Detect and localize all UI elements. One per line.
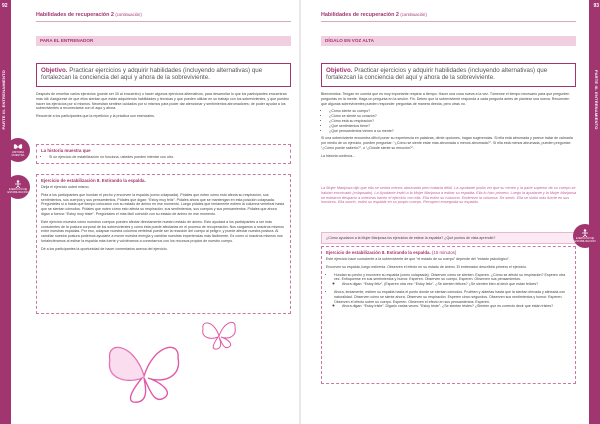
sidebar-label: PARTE III. ENTRENAMIENTO xyxy=(594,70,599,130)
header-rule xyxy=(321,21,576,22)
header-title: Habilidades de recuperación 2 xyxy=(36,12,114,18)
question-item: • ¿Cómo siente su cuerpo? xyxy=(329,109,576,114)
figure-icon xyxy=(13,180,23,188)
exercise-p2: Encorven su espalda, luego estírenla. Observen el efecto en su estado de ánimo. El entrenador describirá primero el ejercicio. xyxy=(326,264,527,269)
exercise-steps xyxy=(326,273,571,310)
section-band: DÍGALO EN VOZ ALTA xyxy=(321,36,576,46)
exercise-badge-label: EJERCICIO DE ESTABILIZACIÓN xyxy=(574,237,596,243)
step-text: Hundan su pecho y encorven su espalda (como colapsada). Observen cómo se sienten. Esperen. ¿Cómo se afectó su respiración? Esperen otra vez. Enfóquense en sus sentimientos y humor. Esperen. Observen su cuerpo. Esperen. Observen sus pensamientos. xyxy=(334,272,566,282)
question-list xyxy=(321,109,576,133)
reflection-question: ¿Cómo ayudaron a la Mujer Mariposa los ejercicios de estirar la espalda? ¿Qué puntos de vista aprendió? xyxy=(326,236,496,240)
page-header xyxy=(321,12,427,18)
objective-label: Objetivo. xyxy=(41,67,68,74)
header-rule xyxy=(36,21,291,22)
exercise-p1: Este ejercicio hace consciente a la sobreviviente de que “el estado de su cuerpo” depende del “estado psicológico”. xyxy=(326,257,510,261)
story-badge-label: HISTORIA MUESTRA xyxy=(11,151,25,157)
step-text: Ahora, lentamente, estiren su espalda hasta el punto donde se sientan cómodos. Pruében y abiertas hasta que la sientan elevada y alineada con naturalidad. Observen cómo se siente ahora. Observen su respiración. Esperen cinco segundos. Observen sus sentimientos y humor. Esperen. Observen el efecto sobre su cuerpo. Esperen. Observen el efecto en sus pensamientos. Esperen. xyxy=(334,289,566,304)
exercise-substep: ◦ Ahora digan: “Estoy feliz”. (Esperen otra vez: “Estoy feliz”. ¿Se sienten felices? ¿Se sienten bien al decir que están felices? xyxy=(342,282,571,287)
exercise-step xyxy=(334,290,571,309)
page-header xyxy=(36,12,142,18)
exercise-box xyxy=(36,174,291,314)
question-item: • ¿Qué pensamientos vienen a su mente? xyxy=(329,129,576,134)
right-sidebar xyxy=(589,0,600,424)
question-item: • ¿Qué sentimientos tiene? xyxy=(329,124,576,129)
intro-paragraph: Bienvenidos. Tengan en cuenta que es muy importante respirar a tiempo. Hacer una cosa nueva a la vez. Tómense el tiempo necesario para que pregunten preguntas en la mente. Haga un pregunta en la sesión. Fin. Deben que la sobreviviente responda a cada pregunta antes de plantear una nueva. Recuerden que algunas sobrevivientes pueden responder preguntas de manera directa, pero otras no. xyxy=(321,92,570,106)
objective-label: Objetivo. xyxy=(326,67,353,74)
story-quote: La Mujer Mariposa dijo que ella se sentía menos abrumada pero todavía débil. La ayudante podía ver que su centro y la parte superior de su cuerpo se habían encorvado (colapsado). La Ayudante invitó a la Mujer Mariposa a estirar su espalda. Ella lo hizo primero. Luego la ayudante y la Mujer Mariposa se estiraron despacio a mientras hacen el ejercicio con ella. Ella estiró su columna. Enderezó la columna. Se sentó. Ella se sintió más fuerte en sus hombros. Ella sonrió, estiró su espalda en su propio cuerpo. Recuperó enseguida su espalda. xyxy=(321,186,576,205)
section-band: PARA EL ENTRENADOR xyxy=(36,36,291,46)
exercise-intro: Dirija el ejercicio usted mismo. xyxy=(41,185,90,189)
sidebar-label: PARTE III. ENTRENAMIENTO xyxy=(1,70,6,130)
page-number: 92 xyxy=(2,3,8,9)
objective-text: Practicar ejercicios y adquirir habilidades (incluyendo alternativas) que fortalezcan la conciencia del aquí y ahora de la sobreviviente. xyxy=(41,67,263,82)
objective-text: Practicar ejercicios y adquirir habilidades (incluyendo alternativas) que fortalezcan la conciencia del aquí y ahora de la sobreviviente. xyxy=(326,67,548,82)
intro-text xyxy=(321,92,576,162)
story-continues: La historia continúa... xyxy=(321,153,356,158)
question-item: • ¿Cómo se siente su corazón? xyxy=(329,114,576,119)
header-title: Habilidades de recuperación 2 xyxy=(321,12,399,18)
story-title: La historia muestra que xyxy=(41,148,91,153)
exercise-time: (15 minutos) xyxy=(431,250,457,255)
story-badge xyxy=(6,138,30,162)
exercise-badge xyxy=(573,224,597,248)
exercise-step xyxy=(334,273,571,287)
exercise-p1: Pida a los participantes que hundan el pecho y encorven la espalda (como colapsada). Pídales que noten cómo esto afecta su respiración, sus sentimientos, sus cuerpos y sus pensamientos. Pídales que digan: “Estoy muy feliz”. Pídales ahora que se mantengan en esta posición colapsada. Pregúnteles si a hasta qué tiempo colocaron con su estado de ánimo en ese momento. Luego pídales que lentamente estiren la columna vertebral hasta que se sientan cómodos. Pídales que noten cómo esto afecta su respiración, sus sentimientos, sus cuerpos y sus pensamientos. Pídales que ahora digan a fuerza: “Estoy muy triste”. Pregúntales el más fácil coincidir con su estado de ánimo en ese momento. xyxy=(41,192,285,216)
intro-text xyxy=(36,92,291,122)
figure-icon xyxy=(580,229,590,237)
left-sidebar xyxy=(0,0,11,424)
exercise-badge-label: EJERCICIO DE ESTABILIZACIÓN xyxy=(7,188,29,194)
reminder: Recuerde a los participantes que la repetición y la práctica son esenciales. xyxy=(36,114,155,119)
butterfly-icon xyxy=(13,143,23,151)
story-box xyxy=(36,144,291,164)
exercise-title: Ejercicio de estabilización 8. Estirando la espalda. xyxy=(41,178,146,183)
paragraph-2: Si una sobreviviente encuentra difícil poner su experiencia en palabras, dénle opciones, hagan sugerencias. Si ella está abrumada y parece tratar de calmarla por medio de un ejercicio, pueden preguntar: “¿Cómo se siente estar más abrumada o menos abrumada?”. Si ella está menos abrumada, pueden preguntar: “¿Cómo puede saberlo?”, o “¿Dónde siente su emoción?”. xyxy=(321,136,573,150)
exercise-body xyxy=(326,257,571,309)
exercise-badge xyxy=(6,175,30,199)
exercise-substep: ◦ Ahora digan: “Estoy triste”. Digarlo varias veces: “Estoy triste”. ¿Se sienten tristes? ¿Sienten que es correcto decir que están tristes? xyxy=(342,304,571,309)
story-list-wrap xyxy=(41,155,286,160)
header-suffix: (continuación) xyxy=(400,12,427,17)
exercise-closing: Dé a los participantes la oportunidad de hacer comentarios acerca del ejercicio. xyxy=(41,246,168,251)
exercise-box xyxy=(321,246,576,384)
objective-box xyxy=(321,63,576,87)
butterfly-illustration-small xyxy=(200,318,238,352)
left-page xyxy=(0,0,299,424)
page-number: 93 xyxy=(593,3,599,9)
story-bullet: • Si un ejercicio de estabilización no funciona, ustedes pueden intentar con otro. xyxy=(49,155,286,160)
intro-paragraph: Después de enseñar varios ejercicios (puede ser 30 al encuentro) o hacer algunos ejercicios alternativos, para desarrollar lo que los participantes encuentran más útil. Asegúrese de que ellos sientan que están adquiriendo habilidades y técnicas y que pueden utilizar en su trabajo con los sobrevivientes, y que pueden hacer los ejercicios por sí mismos. Necesitan sentirse cuidados por sí mismos para poder dar atencionar y sentimientos abrumadores; de poder ayudar a los sobrevivientes a reconectarse con el aquí y ahora. xyxy=(36,92,290,111)
butterfly-illustration-large xyxy=(104,338,184,408)
question-item: • ¿Cómo está su respiración? xyxy=(329,119,576,124)
right-page xyxy=(301,0,600,424)
header-suffix: (continuación) xyxy=(115,12,142,17)
reflection-box xyxy=(321,232,576,244)
exercise-title-row xyxy=(326,250,571,255)
exercise-p2: Este ejercicio muestra cómo nuestros cuerpos pueden afectar directamente nuestro estado de ánimo. Esto ayudará a los participantes a ser más conscientes de la postura corporal de los sobrevivientes y cómo ésta puede afectarlas en el proceso de recuperación. Nos cargamos a nosotros mismos entre nuestras espaldas. Por eso, colapsar nuestra columna vertebral puede ser la reacción del cuerpo al peligro, y puede afectar nuestra postura. Al cambiar nuestra postura podemos ayudarle a mover nuestra energía y cambiar nuestras experiencias más fácilmente. Es como si nosotros mismos nos fortaleciéramos al estirar la espalda más fuerte y volviéramos a conectarnos con los recursos propios de nuestro cuerpo. xyxy=(41,219,284,243)
exercise-title: Ejercicio de estabilización 8. Estirando la espalda. xyxy=(326,250,431,255)
objective-box xyxy=(36,63,291,87)
exercise-body xyxy=(41,185,286,252)
